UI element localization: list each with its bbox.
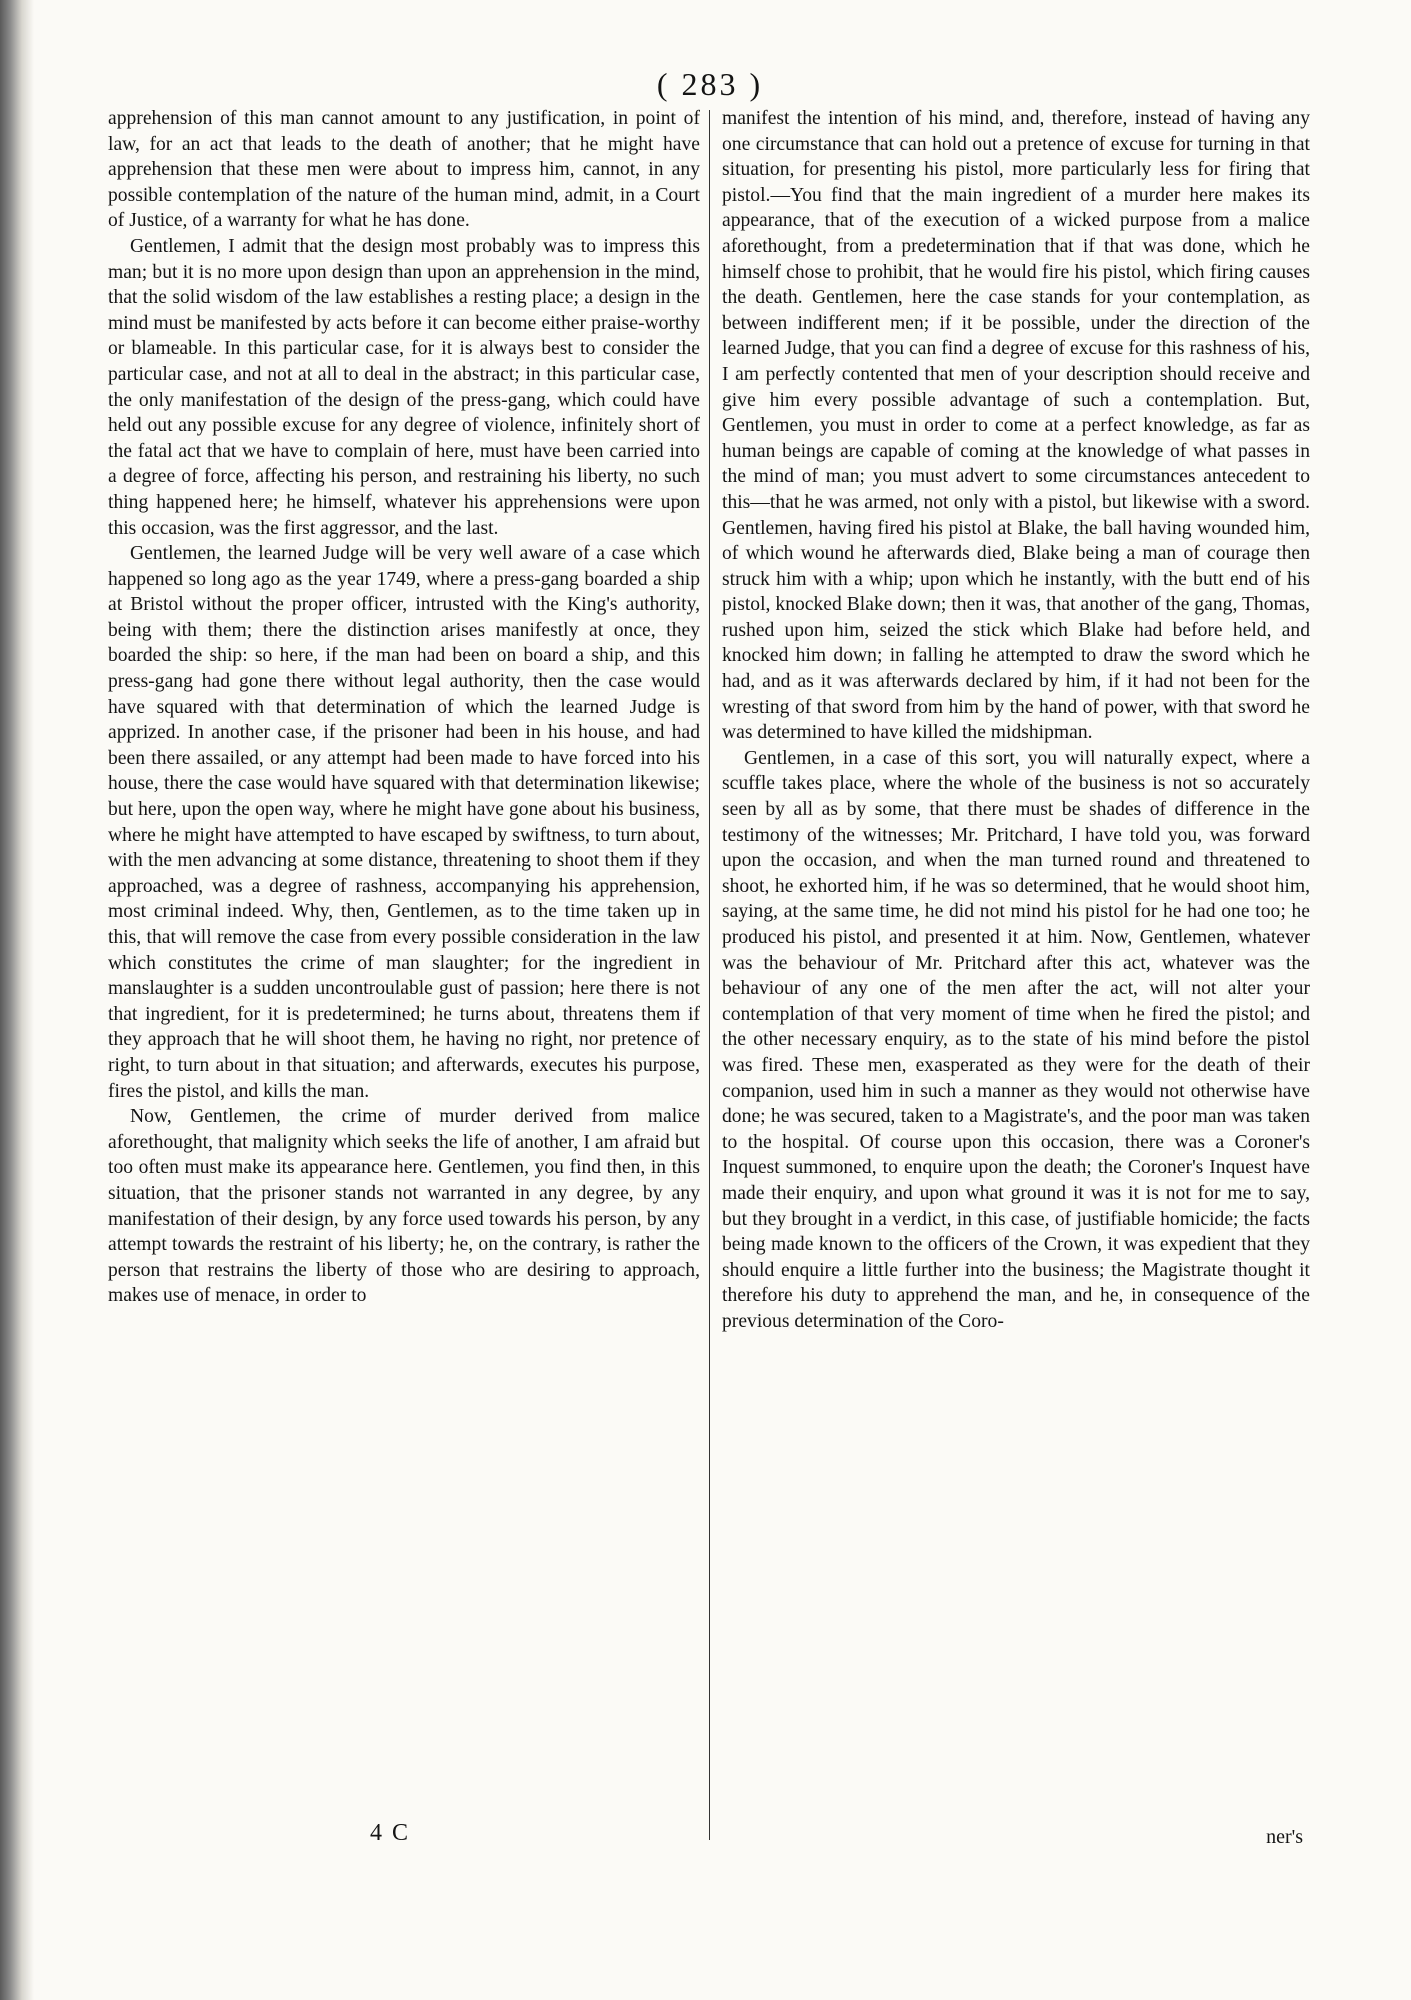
right-paragraph-1: manifest the intention of his mind, and, therefore, instead of having any one circumstance that can hold out a pretence of excuse for turning in that situation, for presenting his pistol, more particularly less for firing that pistol.—You find that the main ingredient of a murder here makes its appearance, that of the execution of a wicked purpose from a malice aforethought, from a predetermination that if that was done, which he himself chose to prohibit, that he would fire his pistol, which firing causes the death. Gentlemen, here the case stands for your contemplation, as between indifferent men; if it be possible, under the direction of the learned Judge, that you can find a degree of excuse for this rashness of his, I am perfectly contented that men of your description should receive and give him every possible advantage of such a contemplation. But, Gentlemen, you must in order to come at a perfect knowledge, as far as human beings are capable of coming at the knowledge of what passes in the mind of man; you must advert to some circumstances antecedent to this—that he was armed, not only with a pistol, but likewise with a sword. Gentlemen, having fired his pistol at Blake, the ball having wounded him, of which wound he afterwards died, Blake being a man of courage then struck him with a whip; upon which he instantly, with the butt end of his pistol, knocked Blake down; then it was, that another of the gang, Thomas, rushed upon him, seized the stick which Blake had before held, and knocked him down; in falling he attempted to draw the sword which he had, and as it was afterwards declared by him, if it had not been for the wresting of that sword from him by the hand of power, with that sword he was determined to have killed the midshipman. xyxy=(722,108,1310,744)
signature-mark: 4 C xyxy=(370,1820,411,1846)
left-paragraph-4: Now, Gentlemen, the crime of murder derived from malice aforethought, that malignity which seeks the life of another, I am afraid but too often must make its appearance here. Gentlemen, you find then, in this situation, that the prisoner stands not warranted in any degree, by any manifestation of their design, by any force used towards his person, by any attempt towards the restraint of his liberty; he, on the contrary, is rather the person that restrains the liberty of those who are desiring to approach, makes use of menace, in order to xyxy=(108,1106,700,1307)
page-binding-edge xyxy=(0,0,34,2000)
left-paragraph-3: Gentlemen, the learned Judge will be very well aware of a case which happened so long ago as the year 1749, where a press-gang boarded a ship at Bristol without the proper officer, intrusted with the King's authority, being with them; there the distinction arises manifestly at once, they boarded the ship: so here, if the man had been on board a ship, and this press-gang had gone there without legal authority, then the case would have squared with that determination of which the learned Judge is apprized. In another case, if the prisoner had been in his house, and had been there assailed, or any attempt had been made to have forced into his house, there the case would have squared with that determination likewise; but here, upon the open way, where he might have gone about his business, where he might have attempted to have escaped by swiftness, to turn about, with the men advancing at some distance, threatening to shoot them if they approached, was a degree of rashness, accompanying his apprehension, most criminal indeed. Why, then, Gentlemen, as to the time taken up in this, that will remove the case from every possible consideration in the law which constitutes the crime of man slaughter; for the ingredient in manslaughter is a sudden uncontroulable gust of passion; here there is not that ingredient, for it is predetermined; he turns about, threatens them if they approach that he will shoot them, he having no right, nor pretence of right, to turn about in that situation; and afterwards, executes his purpose, fires the pistol, and kills the man. xyxy=(108,543,700,1102)
right-column xyxy=(722,106,1310,1820)
right-paragraph-2: Gentlemen, in a case of this sort, you will naturally expect, where a scuffle takes place, where the whole of the business is not so accurately seen by all as by some, that there must be shades of difference in the testimony of the witnesses; Mr. Pritchard, I have told you, was forward upon the occasion, and when the man turned round and threatened to shoot, he exhorted him, if he was so determined, that he would shoot him, saying, at the same time, he did not mind his pistol for he had one too; he produced his pistol, and presented it at him. Now, Gentlemen, whatever was the behaviour of Mr. Pritchard after this act, whatever was the behaviour of any one of the men after the act, will not alter your contemplation of that very moment of time when he fired the pistol; and the other necessary enquiry, as to the state of his mind before the pistol was fired. These men, exasperated as they were for the death of their companion, used him in such a manner as they would not otherwise have done; he was secured, taken to a Magistrate's, and the poor man was taken to the hospital. Of course upon this occasion, there was a Coroner's Inquest summoned, to enquire upon the death; the Coroner's Inquest have made their enquiry, and upon what ground it was it is not for me to say, but they brought in a verdict, in this case, of justifiable homicide; the facts being made known to the officers of the Crown, it was expedient that they should enquire a little further into the business; the Magistrate thought it therefore his duty to apprehend the man, and he, in consequence of the previous determination of the Coro- xyxy=(722,747,1310,1332)
page-number: ( 283 ) xyxy=(656,66,764,102)
left-paragraph-1: apprehension of this man cannot amount to any justification, in point of law, for an act that leads to the death of another; that he might have apprehension that these men were about to impress him, cannot, in any possible contemplation of the nature of the human mind, admit, in a Court of Justice, of a warranty for what he has done. xyxy=(108,108,700,232)
column-divider xyxy=(709,110,710,1840)
left-column xyxy=(108,106,700,1820)
catchword: ner's xyxy=(1266,1826,1303,1848)
left-paragraph-2: Gentlemen, I admit that the design most probably was to impress this man; but it is no more upon design than upon an apprehension in the mind, that the solid wisdom of the law establishes a resting place; a design in the mind must be manifested by acts before it can become either praise-worthy or blameable. In this particular case, for it is always best to consider the particular case, and not at all to deal in the abstract; in this particular case, the only manifestation of the design of the press-gang, which could have held out any possible excuse for any degree of violence, infinitely short of the fatal act that we have to complain of here, must have been carried into a degree of force, affecting his person, and restraining his liberty, no such thing happened here; he himself, whatever his apprehensions were upon this occasion, was the first aggressor, and the last. xyxy=(108,235,700,539)
